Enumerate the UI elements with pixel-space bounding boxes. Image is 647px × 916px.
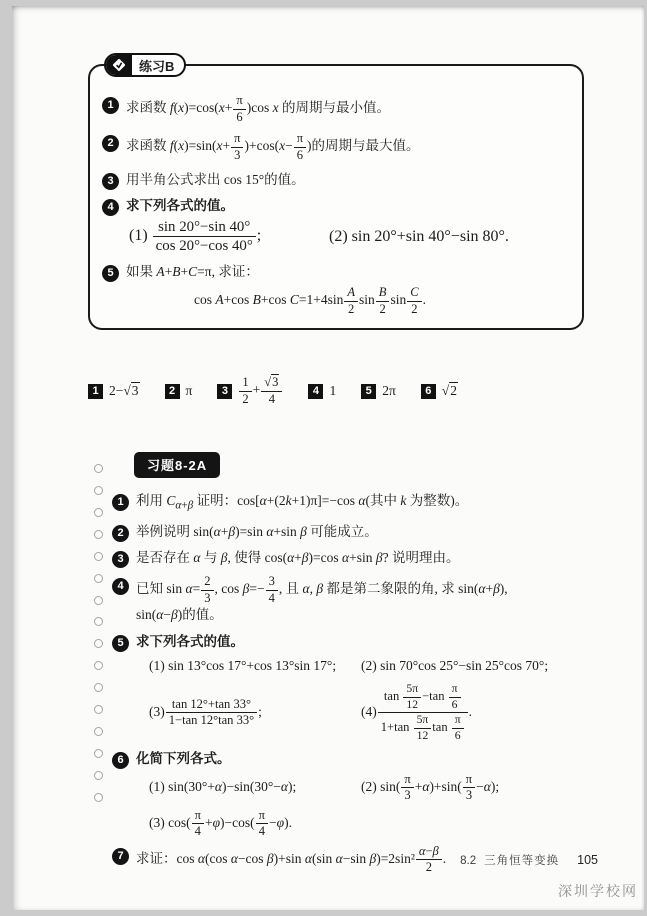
problem-columns — [137, 809, 608, 839]
section-title: 三角恒等变换 — [484, 855, 560, 867]
answer-number: 3 — [217, 384, 232, 399]
margin-circle — [94, 574, 103, 583]
sub-expression-1: (1) sin(30°+ α )−sin(30°− α ); — [149, 779, 297, 795]
diamond-check-icon — [106, 55, 132, 75]
problem-number: 5 — [102, 265, 119, 282]
problem-row — [112, 575, 608, 626]
margin-circle — [94, 705, 103, 714]
problem-text: 是否存在 α 与 β, 使得 cos(α+β)=cos α+sin β? 说明理由。 — [136, 550, 460, 566]
problem-text: 求下列各式的值。 — [136, 634, 244, 650]
problem-line-2: sin(α−β)的值。 — [136, 607, 223, 623]
answer-number: 4 — [308, 384, 323, 399]
margin-circle — [94, 793, 103, 802]
answer-number: 5 — [361, 384, 376, 399]
answer-item — [361, 383, 396, 399]
problem-text: 化简下列各式。 — [136, 750, 231, 766]
page-number: 105 — [577, 853, 598, 867]
exercise-problem — [102, 132, 566, 162]
margin-circle — [94, 771, 103, 780]
problem-row — [112, 749, 608, 770]
answer-value: π — [185, 383, 193, 399]
sub-expressions-row — [102, 219, 566, 254]
answer-value: √2 — [441, 383, 457, 399]
margin-circle — [94, 552, 103, 561]
proof-equation: cos A+cos B+cos C=1+4sin $\frac{A}{2}$ sin $\frac{B}{2}$ sin $\frac{C}{2}$ . — [194, 285, 426, 316]
problem-text: 求函数 f(x)=cos(x+ $\frac{\pi}{6}$ )cos x 的周期与最小值。 — [126, 93, 390, 124]
answer-value: 2−√3 — [109, 383, 139, 399]
problem-number: 3 — [112, 551, 129, 568]
exercise-b-badge — [104, 53, 186, 77]
problem-number: 1 — [112, 494, 129, 511]
margin-circles-rail — [92, 464, 104, 802]
margin-circle — [94, 683, 103, 692]
sub-expressions-row — [112, 683, 608, 742]
margin-circle — [94, 727, 103, 736]
exercise-problem — [102, 196, 566, 217]
answer-key-row — [88, 376, 644, 406]
problem-columns — [137, 656, 608, 677]
problem-text: 求下列各式的值。 — [126, 198, 234, 214]
exercise-problem — [102, 94, 566, 124]
answer-item — [421, 383, 458, 399]
answer-item — [88, 383, 140, 399]
margin-circle — [94, 596, 103, 605]
margin-circle — [94, 661, 103, 670]
section-number: 8.2 — [460, 855, 477, 867]
margin-circle — [94, 530, 103, 539]
problem-row — [112, 632, 608, 653]
textbook-page — [12, 6, 644, 910]
sub-expressions-row — [112, 656, 608, 677]
sub-expressions-row — [112, 773, 608, 803]
problem-number: 7 — [112, 848, 129, 865]
sub-expression-4: (4) tan $\frac{5\pi}{12}$ −tan $\frac{\pi}{6}$ 1+tan $\frac{5\pi}{12}$ tan $\frac{\pi}{6}$ . — [361, 682, 473, 743]
sub-expression-3: (3) cos( $\frac{\pi}{4}$ + φ )−cos( $\frac{\pi}{4}$ − φ ). — [149, 807, 292, 839]
margin-circle — [94, 617, 103, 626]
problem-number: 2 — [102, 135, 119, 152]
problem-row — [112, 491, 608, 515]
problem-line-1: 已知 sin α= $\frac{2}{3}$ , cos β=− $\frac{3}{4}$ , 且 α, β 都是第二象限的角, 求 sin(α+β), — [136, 574, 508, 605]
problem-text — [136, 575, 608, 626]
answer-item — [308, 383, 336, 399]
answer-value: $\frac{1}{2}$ + $\frac{√3}{4}$ — [238, 376, 283, 406]
problem-columns — [137, 683, 608, 742]
answer-item — [217, 376, 283, 406]
margin-circle — [94, 486, 103, 495]
problem-number: 5 — [112, 635, 129, 652]
sub-expression-1: (1) $\frac{\sin 20^\circ-\sin 40^\circ}{\cos 20^\circ-\cos 40^\circ}$ ; — [129, 219, 262, 255]
problem-columns — [137, 773, 608, 803]
problem-text: 用半角公式求出 cos 15°的值。 — [126, 172, 305, 188]
page-footer — [460, 852, 598, 868]
margin-circle — [94, 464, 103, 473]
problem-number: 6 — [112, 752, 129, 769]
problem-number: 1 — [102, 97, 119, 114]
problem-row — [112, 548, 608, 569]
problem-text: 求函数 f(x)=sin(x+ $\frac{\pi}{3}$ )+cos(x− $\frac{\pi}{6}$ )的周期与最大值。 — [126, 131, 420, 162]
margin-circle — [94, 508, 103, 517]
sub-expression-1: (1) sin 13°cos 17°+cos 13°sin 17°; — [149, 658, 337, 674]
problem-text: 求证：cos α(cos α−cos β)+sin α(sin α−sin β)=2sin² $\frac{\alpha-\beta}{2}$ . — [136, 843, 447, 875]
problem-set-badge: 习题8-2A — [134, 452, 220, 478]
exercise-b-box — [88, 58, 584, 330]
sub-expressions-row — [112, 809, 608, 839]
answer-number: 6 — [421, 384, 436, 399]
exercise-problem — [102, 170, 566, 191]
margin-circle — [94, 639, 103, 648]
answer-value: 2π — [382, 383, 396, 399]
exercise-b-label: 练习B — [139, 58, 175, 74]
problem-text: 举例说明 sin(α+β)=sin α+sin β 可能成立。 — [136, 523, 378, 539]
answer-number: 2 — [165, 384, 180, 399]
sub-expression-3: (3) $\frac{\tan 12^\circ+\tan 33^\circ}{1-\tan 12^\circ\tan 33^\circ}$ ; — [149, 696, 262, 728]
answer-number: 1 — [88, 384, 103, 399]
problem-number: 4 — [102, 199, 119, 216]
exercise-problem — [102, 262, 566, 283]
sub-expression-2: (2) sin 70°cos 25°−sin 25°cos 70°; — [361, 658, 549, 674]
sub-expression-2: (2) sin 20°+sin 40°−sin 80°. — [329, 227, 509, 245]
watermark: 深圳学校网 — [558, 885, 638, 900]
problem-list — [112, 491, 608, 875]
problem-text: 利用 $C_{\alpha+\beta}$ 证明：cos[α+(2k+1)π]=−cos α(其中 k 为整数)。 — [136, 493, 469, 513]
problem-row — [112, 522, 608, 543]
answer-item — [165, 383, 193, 399]
answer-value: 1 — [329, 383, 337, 399]
sub-expression-2: (2) sin( $\frac{\pi}{3}$ + α )+sin( $\frac{\pi}{3}$ − α ); — [361, 771, 500, 803]
problem-number: 4 — [112, 578, 129, 595]
problem-text: 如果 A+B+C=π, 求证： — [126, 264, 259, 280]
margin-circle — [94, 749, 103, 758]
problem-number: 3 — [102, 173, 119, 190]
problem-number: 2 — [112, 525, 129, 542]
